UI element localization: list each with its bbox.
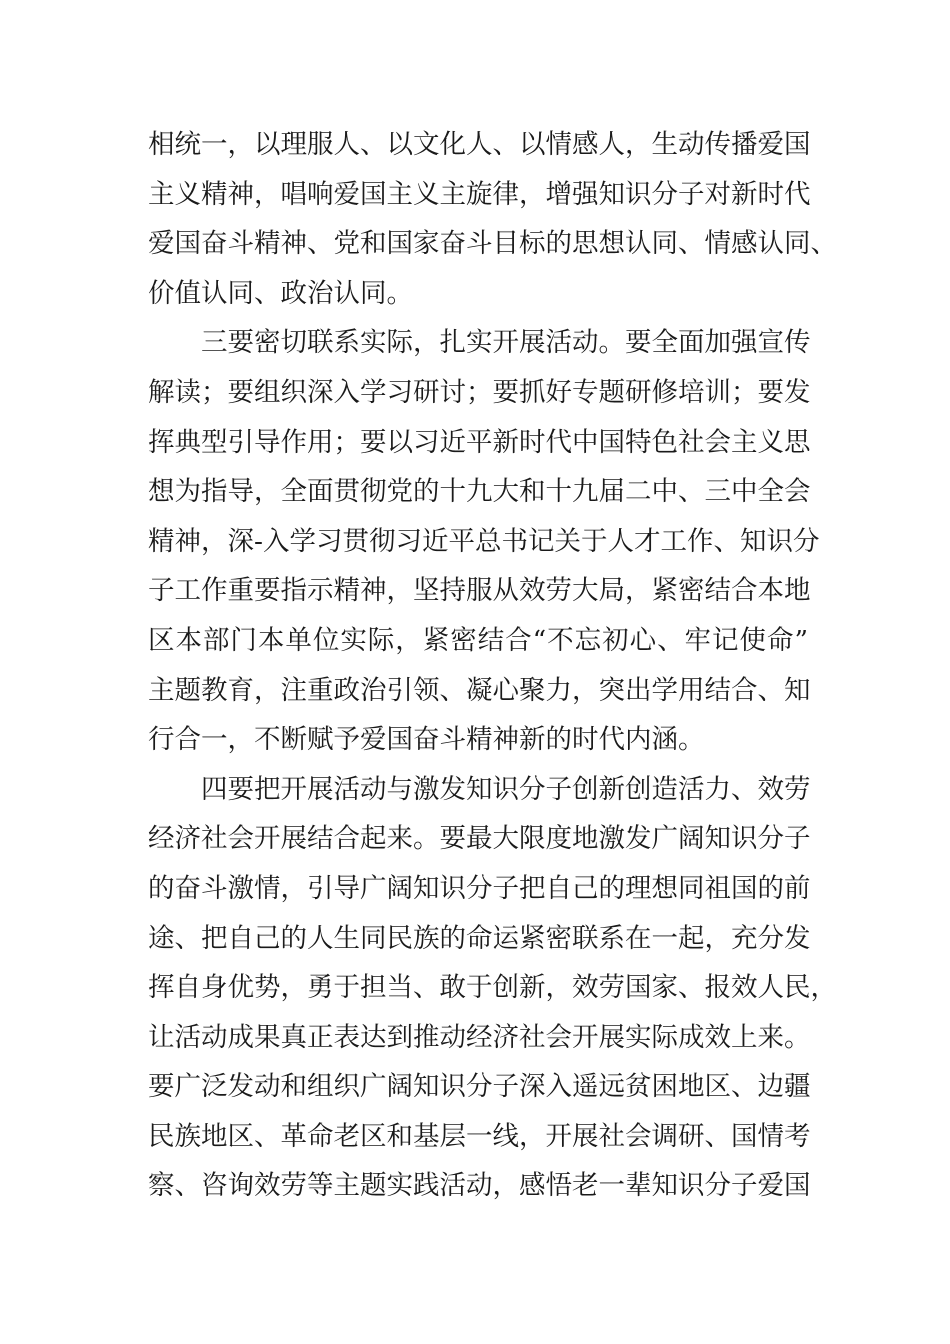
text-line: 主义精神，唱响爱国主义主旋律，增强知识分子对新时代 bbox=[148, 178, 811, 210]
text-line: 途、把自己的人生同民族的命运紧密联系在一起，充分发 bbox=[148, 922, 811, 954]
text-line: 行合一，不断赋予爱国奋斗精神新的时代内涵。 bbox=[148, 724, 705, 756]
text-line: 挥典型引导作用；要以习近平新时代中国特色社会主义思 bbox=[148, 426, 811, 458]
text-line: 挥自身优势，勇于担当、敢于创新，效劳国家、报效人民， bbox=[148, 972, 837, 1004]
text-line: 子工作重要指示精神，坚持服从效劳大局，紧密结合本地 bbox=[148, 575, 811, 607]
paragraph-start-line: 三要密切联系实际，扎实开展活动。要全面加强宣传 bbox=[201, 327, 811, 359]
text-line: 相统一，以理服人、以文化人、以情感人，生动传播爱国 bbox=[148, 129, 811, 160]
document-body bbox=[148, 120, 837, 1211]
paragraph-start-line: 四要把开展活动与激发知识分子创新创造活力、效劳 bbox=[201, 773, 811, 805]
text-line: 区本部门本单位实际，紧密结合“不忘初心、牢记使命” bbox=[148, 624, 808, 656]
text-line: 精神，深-入学习贯彻习近平总书记关于人才工作、知识分 bbox=[148, 525, 820, 557]
text-line: 爱国奋斗精神、党和国家奋斗目标的思想认同、情感认同、 bbox=[148, 228, 837, 260]
text-line: 要广泛发动和组织广阔知识分子深入遥远贫困地区、边疆 bbox=[148, 1071, 811, 1103]
text-line: 民族地区、革命老区和基层一线，开展社会调研、国情考 bbox=[148, 1120, 811, 1152]
text-line: 经济社会开展结合起来。要最大限度地激发广阔知识分子 bbox=[148, 823, 811, 855]
text-line: 的奋斗激情，引导广阔知识分子把自己的理想同祖国的前 bbox=[148, 872, 811, 904]
text-line: 让活动成果真正表达到推动经济社会开展实际成效上来。 bbox=[148, 1021, 811, 1053]
text-line: 察、咨询效劳等主题实践活动，感悟老一辈知识分子爱国 bbox=[148, 1170, 811, 1202]
text-line: 想为指导，全面贯彻党的十九大和十九届二中、三中全会 bbox=[148, 476, 811, 508]
text-line: 价值认同、政治认同。 bbox=[148, 277, 413, 309]
text-line: 解读；要组织深入学习研讨；要抓好专题研修培训；要发 bbox=[148, 376, 811, 408]
text-line: 主题教育，注重政治引领、凝心聚力，突出学用结合、知 bbox=[148, 674, 811, 706]
